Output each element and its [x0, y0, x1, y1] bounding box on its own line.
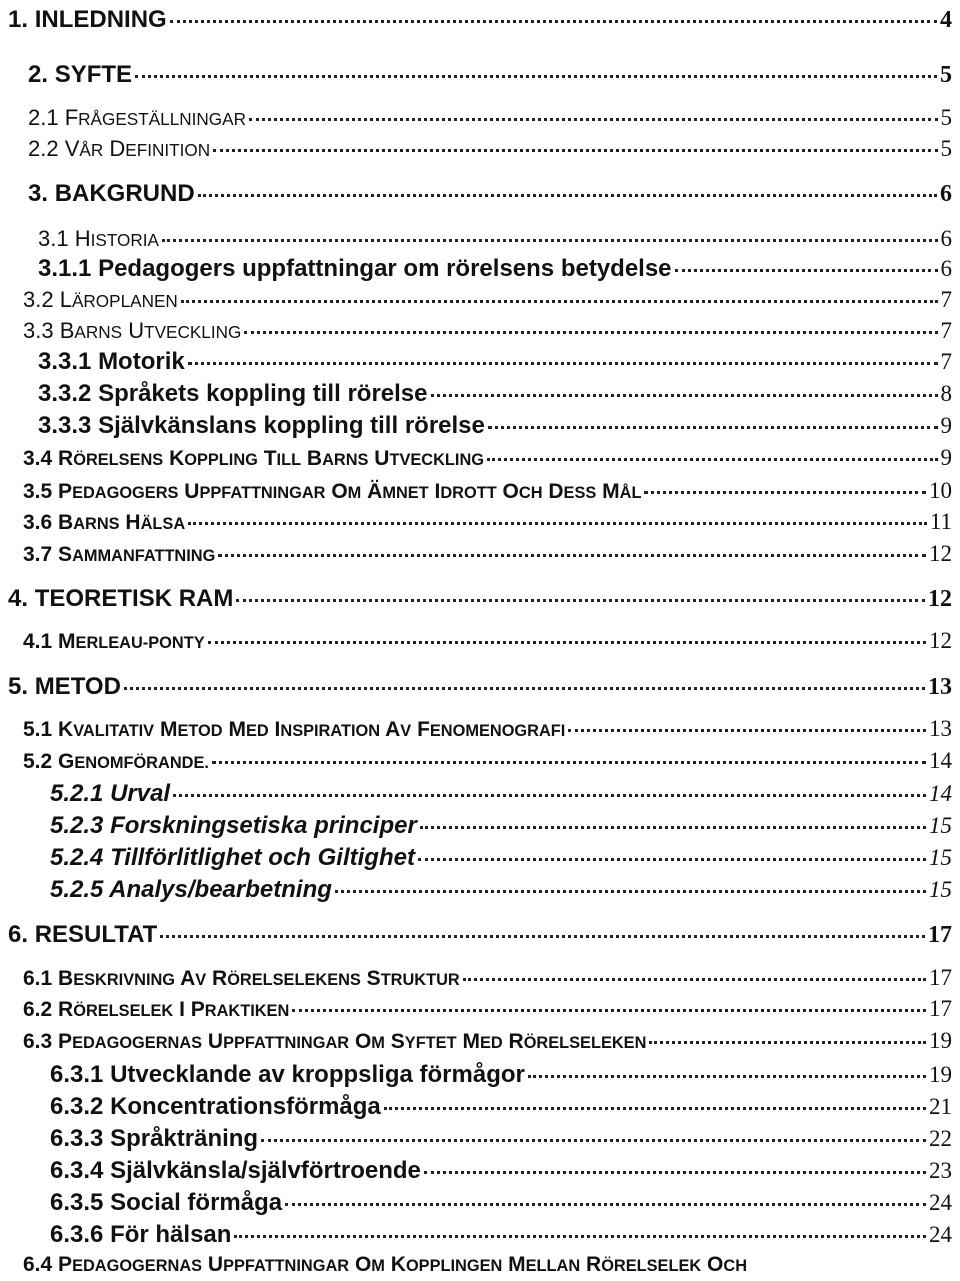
dot-leader	[463, 978, 926, 981]
toc-entry-title	[23, 511, 185, 535]
toc-entry-text: HISTORIA	[74, 226, 159, 251]
toc-entry-number: 6.3.3	[50, 1125, 104, 1152]
dot-leader	[173, 794, 926, 797]
toc-entry-number: 6.3.6	[50, 1221, 104, 1248]
toc-entry-title	[38, 412, 485, 440]
toc-entry-number: 3.3	[23, 318, 54, 343]
toc-entry-number: 5.	[8, 673, 29, 700]
toc-page-number: 5	[940, 62, 952, 88]
toc-page-number: 7	[940, 287, 952, 312]
dot-leader	[236, 599, 925, 602]
toc-entry-text: Analys/bearbetning	[109, 876, 332, 903]
toc-entry-text: TEORETISK RAM	[34, 585, 234, 612]
toc-entry-title	[23, 318, 241, 344]
toc-entry-text: Motorik	[98, 348, 185, 375]
toc-entry-number: 5.2.4	[50, 844, 104, 871]
dot-leader	[384, 1107, 926, 1110]
toc-entry[interactable]	[50, 780, 952, 808]
toc-entry-text: RÖRELSELEK I PRAKTIKEN	[58, 998, 290, 1021]
toc-entry-text: Forskningsetiska principer	[110, 812, 417, 839]
dot-leader	[424, 1171, 926, 1174]
toc-entry-text: För hälsan	[110, 1221, 232, 1248]
toc-entry-text: RESULTAT	[34, 921, 158, 948]
toc-page-number: 15	[929, 845, 952, 870]
toc-entry-number: 3.6	[23, 511, 53, 534]
toc-entry[interactable]	[8, 921, 952, 949]
toc-entry[interactable]	[38, 380, 952, 408]
toc-entry-number: 6.3	[23, 1030, 53, 1053]
toc-entry[interactable]	[50, 1157, 952, 1185]
toc-entry[interactable]	[23, 965, 952, 991]
toc-entry[interactable]	[50, 876, 952, 904]
toc-page-number: 19	[929, 1028, 952, 1053]
toc-page-number: 12	[929, 628, 952, 653]
toc-entry[interactable]	[28, 105, 952, 131]
toc-entry-text: FRÅGESTÄLLNINGAR	[64, 105, 246, 130]
toc-entry-title	[23, 543, 215, 567]
toc-entry-title	[8, 921, 157, 949]
toc-entry-title	[28, 180, 195, 208]
toc-entry[interactable]	[23, 1253, 747, 1277]
toc-entry-number: 5.2.1	[50, 780, 104, 807]
dot-leader	[487, 458, 938, 461]
toc-entry[interactable]	[8, 585, 952, 613]
toc-page-number: 6	[940, 226, 952, 251]
toc-entry-text: MERLEAU-PONTY	[58, 630, 205, 653]
dot-leader	[208, 641, 926, 644]
toc-entry-number: 5.2	[23, 750, 53, 773]
toc-page-number: 14	[929, 748, 952, 773]
dot-leader	[420, 826, 926, 829]
toc-page-number: 13	[929, 716, 952, 741]
toc-entry-title	[23, 750, 209, 774]
toc-entry[interactable]	[28, 61, 952, 89]
toc-entry-title	[28, 136, 210, 162]
toc-page-number: 17	[928, 922, 952, 948]
toc-page-number: 17	[929, 996, 952, 1021]
toc-entry-number: 3.3.2	[38, 380, 92, 407]
toc-entry-number: 5.2.3	[50, 812, 104, 839]
toc-entry-text: BARNS UTVECKLING	[59, 318, 242, 343]
dot-leader	[218, 554, 926, 557]
toc-page-number: 24	[929, 1222, 952, 1247]
dot-leader	[335, 890, 926, 893]
dot-leader	[292, 1009, 926, 1012]
toc-entry-title	[23, 447, 484, 471]
toc-entry-text: SYFTE	[54, 61, 133, 88]
toc-entry-title	[50, 1093, 381, 1121]
toc-page-number: 12	[929, 541, 952, 566]
toc-page-number: 7	[940, 318, 952, 343]
toc-entry[interactable]	[28, 136, 952, 162]
dot-leader	[188, 522, 927, 525]
dot-leader	[181, 300, 938, 303]
toc-entry-number: 3.1	[38, 226, 69, 251]
toc-entry-number: 5.1	[23, 718, 53, 741]
dot-leader	[568, 729, 926, 732]
toc-entry-number: 6.2	[23, 998, 53, 1021]
toc-entry-text: PEDAGOGERNAS UPPFATTNINGAR OM SYFTET MED RÖRELSELEKEN	[58, 1030, 647, 1053]
toc-entry-title	[8, 6, 167, 34]
toc-entry[interactable]	[50, 1221, 952, 1249]
toc-entry[interactable]	[23, 541, 952, 567]
toc-entry[interactable]	[23, 748, 952, 774]
dot-leader	[249, 118, 938, 121]
toc-entry-number: 3.	[28, 180, 49, 207]
toc-entry[interactable]	[50, 1093, 952, 1121]
toc-entry-text: Koncentrationsförmåga	[110, 1093, 381, 1120]
toc-entry-text: METOD	[34, 673, 121, 700]
dot-leader	[124, 687, 925, 690]
toc-entry-number: 6.4	[23, 1253, 53, 1276]
toc-entry-title	[50, 844, 415, 872]
toc-page-number: 7	[940, 349, 952, 374]
toc-entry-title	[50, 1189, 282, 1217]
toc-entry-title	[50, 780, 170, 808]
toc-entry-title	[8, 673, 121, 701]
toc-page-number: 22	[929, 1126, 952, 1151]
toc-entry-text: BARNS HÄLSA	[58, 511, 186, 534]
toc-entry[interactable]	[28, 180, 952, 208]
toc-page-number: 8	[940, 381, 952, 406]
toc-entry-title	[50, 1125, 258, 1153]
toc-entry-number: 6.1	[23, 967, 53, 990]
dot-leader	[675, 269, 938, 272]
toc-entry[interactable]	[23, 628, 952, 654]
toc-entry-text: INLEDNING	[34, 6, 167, 33]
toc-entry-text: GENOMFÖRANDE.	[58, 750, 209, 773]
toc-entry-number: 3.5	[23, 480, 53, 503]
toc-entry-number: 2.	[28, 61, 49, 88]
toc-entry-number: 3.2	[23, 287, 54, 312]
toc-entry-title	[23, 480, 641, 504]
toc-entry-text: SAMMANFATTNING	[58, 543, 216, 566]
toc-entry-title	[23, 287, 178, 313]
toc-entry-text: RÖRELSENS KOPPLING TILL BARNS UTVECKLING	[58, 447, 484, 470]
toc-page-number: 6	[940, 256, 952, 281]
toc-entry-title	[23, 1253, 747, 1277]
dot-leader	[234, 1235, 926, 1238]
toc-entry[interactable]	[50, 1061, 952, 1089]
toc-entry-text: LÄROPLANEN	[59, 287, 178, 312]
toc-entry-title	[50, 1157, 421, 1185]
toc-entry-text: BAKGRUND	[54, 180, 195, 207]
toc-entry-text: Social förmåga	[110, 1189, 283, 1216]
toc-entry-title	[23, 1030, 646, 1054]
toc-entry-number: 3.3.1	[38, 348, 92, 375]
toc-entry-title	[38, 380, 428, 408]
toc-entry-title	[28, 61, 132, 89]
toc-page-number: 17	[929, 965, 952, 990]
toc-entry-title	[28, 105, 246, 131]
toc-entry-title	[23, 718, 565, 742]
toc-entry[interactable]	[23, 445, 952, 471]
dot-leader	[160, 935, 925, 938]
dot-leader	[261, 1139, 926, 1142]
toc-entry-text: PEDAGOGERS UPPFATTNINGAR OM ÄMNET IDROTT OCH DESS MÅL	[58, 480, 642, 503]
toc-entry-title	[23, 998, 289, 1022]
toc-entry-title	[8, 585, 233, 613]
toc-entry-title	[50, 812, 417, 840]
toc-page-number: 11	[929, 509, 952, 534]
dot-leader	[644, 491, 926, 494]
dot-leader	[285, 1203, 926, 1206]
toc-page-number: 15	[929, 877, 952, 902]
toc-entry-title	[50, 1221, 231, 1249]
toc-entry-text: Språkträning	[110, 1125, 259, 1152]
toc-entry-text: BESKRIVNING AV RÖRELSELEKENS STRUKTUR	[58, 967, 460, 990]
toc-entry[interactable]	[50, 844, 952, 872]
toc-entry-number: 3.7	[23, 543, 53, 566]
toc-entry-text: VÅR DEFINITION	[64, 136, 211, 161]
toc-entry[interactable]	[8, 673, 952, 701]
toc-entry[interactable]	[38, 226, 952, 252]
toc-page-number: 5	[940, 136, 952, 161]
toc-entry-number: 5.2.5	[50, 876, 104, 903]
toc-entry[interactable]	[50, 812, 952, 840]
toc-page-number: 9	[940, 445, 952, 470]
toc-entry-text: Pedagogers uppfattningar om rörelsens betydelse	[98, 255, 672, 282]
toc-page-number: 4	[940, 7, 952, 33]
toc-page-number: 5	[940, 105, 952, 130]
toc-page-number: 23	[929, 1158, 952, 1183]
toc-page-number: 13	[928, 674, 952, 700]
toc-entry-text: Självkänsla/självförtroende	[110, 1157, 421, 1184]
toc-entry-number: 2.2	[28, 136, 59, 161]
toc-entry[interactable]	[38, 348, 952, 376]
dot-leader	[162, 239, 938, 242]
toc-page-number: 6	[940, 181, 952, 207]
toc-entry-number: 1.	[8, 6, 29, 33]
toc-page-number: 12	[928, 586, 952, 612]
dot-leader	[488, 426, 938, 429]
dot-leader	[170, 20, 937, 23]
dot-leader	[418, 858, 926, 861]
toc-entry[interactable]	[23, 287, 952, 313]
toc-entry-number: 2.1	[28, 105, 59, 130]
toc-entry-number: 3.3.3	[38, 412, 92, 439]
toc-entry-number: 6.3.4	[50, 1157, 104, 1184]
toc-entry[interactable]	[23, 509, 952, 535]
dot-leader	[528, 1075, 926, 1078]
toc-entry-number: 3.1.1	[38, 255, 92, 282]
toc-entry-number: 6.3.2	[50, 1093, 104, 1120]
toc-entry-title	[23, 967, 460, 991]
toc-entry-text: Språkets koppling till rörelse	[98, 380, 428, 407]
dot-leader	[649, 1041, 926, 1044]
dot-leader	[213, 149, 937, 152]
toc-entry[interactable]	[23, 318, 952, 344]
toc-entry-text: KVALITATIV METOD MED INSPIRATION AV FENOMENOGRAFI	[58, 718, 566, 741]
toc-entry[interactable]	[8, 6, 952, 34]
toc-entry-text: Utvecklande av kroppsliga förmågor	[110, 1061, 525, 1088]
toc-entry[interactable]	[23, 478, 952, 504]
dot-leader	[198, 194, 937, 197]
dot-leader	[431, 394, 938, 397]
toc-entry[interactable]	[23, 996, 952, 1022]
toc-entry[interactable]	[38, 412, 952, 440]
toc-entry[interactable]	[23, 716, 952, 742]
toc-entry-number: 4.1	[23, 630, 53, 653]
toc-entry-title	[38, 348, 185, 376]
toc-entry-title	[38, 255, 672, 283]
toc-page-number: 9	[940, 413, 952, 438]
toc-entry-text: Tillförlitlighet och Giltighet	[110, 844, 415, 871]
toc-entry-number: 6.3.1	[50, 1061, 104, 1088]
toc-entry-number: 4.	[8, 585, 29, 612]
dot-leader	[212, 761, 926, 764]
toc-page-number: 24	[929, 1190, 952, 1215]
toc-entry-text: Urval	[110, 780, 171, 807]
toc-page-number: 10	[929, 478, 952, 503]
dot-leader	[135, 75, 937, 78]
toc-entry-text: PEDAGOGERNAS UPPFATTNINGAR OM KOPPLINGEN MELLAN RÖRELSELEK OCH	[58, 1253, 748, 1276]
toc-page-number: 14	[929, 781, 952, 806]
toc-entry[interactable]	[38, 255, 952, 283]
toc-entry-text: Självkänslans koppling till rörelse	[98, 412, 485, 439]
toc-entry-number: 3.4	[23, 447, 53, 470]
toc-entry-number: 6.3.5	[50, 1189, 104, 1216]
toc-page-number: 15	[929, 813, 952, 838]
toc-entry[interactable]	[23, 1028, 952, 1054]
toc-entry[interactable]	[50, 1189, 952, 1217]
toc-entry-title	[50, 876, 332, 904]
toc-entry-title	[50, 1061, 525, 1089]
toc-entry-title	[38, 226, 159, 252]
dot-leader	[188, 362, 938, 365]
dot-leader	[244, 331, 937, 334]
toc-page-number: 21	[929, 1094, 952, 1119]
toc-entry-number: 6.	[8, 921, 29, 948]
toc-entry[interactable]	[50, 1125, 952, 1153]
toc-entry-title	[23, 630, 205, 654]
toc-page-number: 19	[929, 1062, 952, 1087]
